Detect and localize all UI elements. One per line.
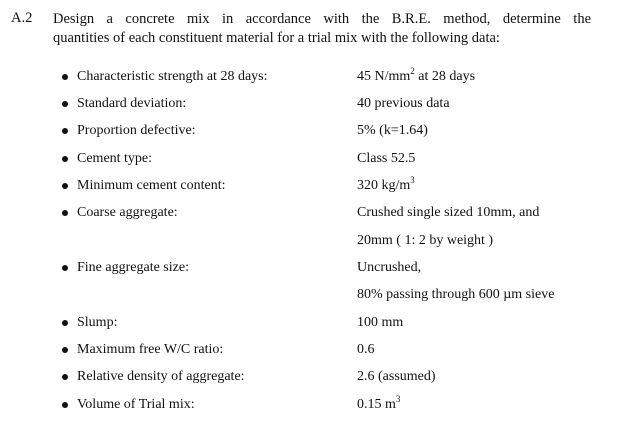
question-text-line-1: Design a concrete mix in accordance with the B.R.E. method, determine the	[53, 11, 591, 27]
bullet-icon	[62, 320, 68, 326]
item-label: Coarse aggregate:	[77, 205, 178, 220]
list-item-max-free-wc-ratio	[0, 340, 641, 360]
item-value-continuation: 20mm ( 1: 2 by weight )	[357, 233, 494, 248]
item-value: 0.15 $m^3$	[357, 394, 401, 412]
item-value: 0.6	[357, 342, 375, 357]
list-item-coarse-aggregate	[0, 203, 641, 223]
item-label: Volume of Trial mix:	[77, 397, 195, 412]
item-value: 5% (k=1.64)	[357, 123, 428, 138]
item-label: Relative density of aggregate:	[77, 369, 245, 384]
item-label: Cement type:	[77, 151, 153, 166]
question-number: A.2	[11, 10, 33, 26]
item-value: 100 mm	[357, 315, 404, 330]
bullet-icon	[62, 128, 68, 134]
item-label: Minimum cement content:	[77, 178, 226, 193]
item-value: 40 previous data	[357, 96, 450, 111]
list-item-volume-of-trial-mix	[0, 395, 641, 415]
bullet-icon	[62, 156, 68, 162]
item-label: Fine aggregate size:	[77, 260, 189, 275]
item-value: Crushed single sized 10mm, and	[357, 205, 540, 220]
item-label: Characteristic strength at 28 days:	[77, 69, 268, 84]
bullet-icon	[62, 347, 68, 353]
item-label: Proportion defective:	[77, 123, 196, 138]
list-item-standard-deviation	[0, 94, 641, 114]
list-item-fine-aggregate-size	[0, 258, 641, 278]
list-item-characteristic-strength	[0, 67, 641, 87]
bullet-icon	[62, 101, 68, 107]
item-value: 320 $kg/m^3$	[357, 175, 415, 193]
item-value-continuation: 80% passing through 600 µm sieve	[357, 287, 555, 302]
bullet-icon	[62, 74, 68, 80]
item-value: Uncrushed,	[357, 260, 422, 275]
question-text	[53, 10, 591, 48]
list-item-proportion-defective	[0, 121, 641, 141]
bullet-icon	[62, 210, 68, 216]
question-text-line-2: quantities of each constituent material for a trial mix with the following data:	[53, 30, 500, 46]
item-label: Slump:	[77, 315, 118, 330]
list-item-cement-type	[0, 149, 641, 169]
item-label: Standard deviation:	[77, 96, 187, 111]
list-item-minimum-cement-content	[0, 176, 641, 196]
bullet-icon	[62, 183, 68, 189]
bullet-icon	[62, 265, 68, 271]
list-item-relative-density	[0, 367, 641, 387]
bullet-icon	[62, 374, 68, 380]
item-label: Maximum free W/C ratio:	[77, 342, 224, 357]
item-value: Class 52.5	[357, 151, 416, 166]
bullet-icon	[62, 402, 68, 408]
list-item-slump	[0, 313, 641, 333]
item-value: 2.6 (assumed)	[357, 369, 436, 384]
item-value: 45 $N/mm^2$ at 28 days	[357, 66, 476, 84]
